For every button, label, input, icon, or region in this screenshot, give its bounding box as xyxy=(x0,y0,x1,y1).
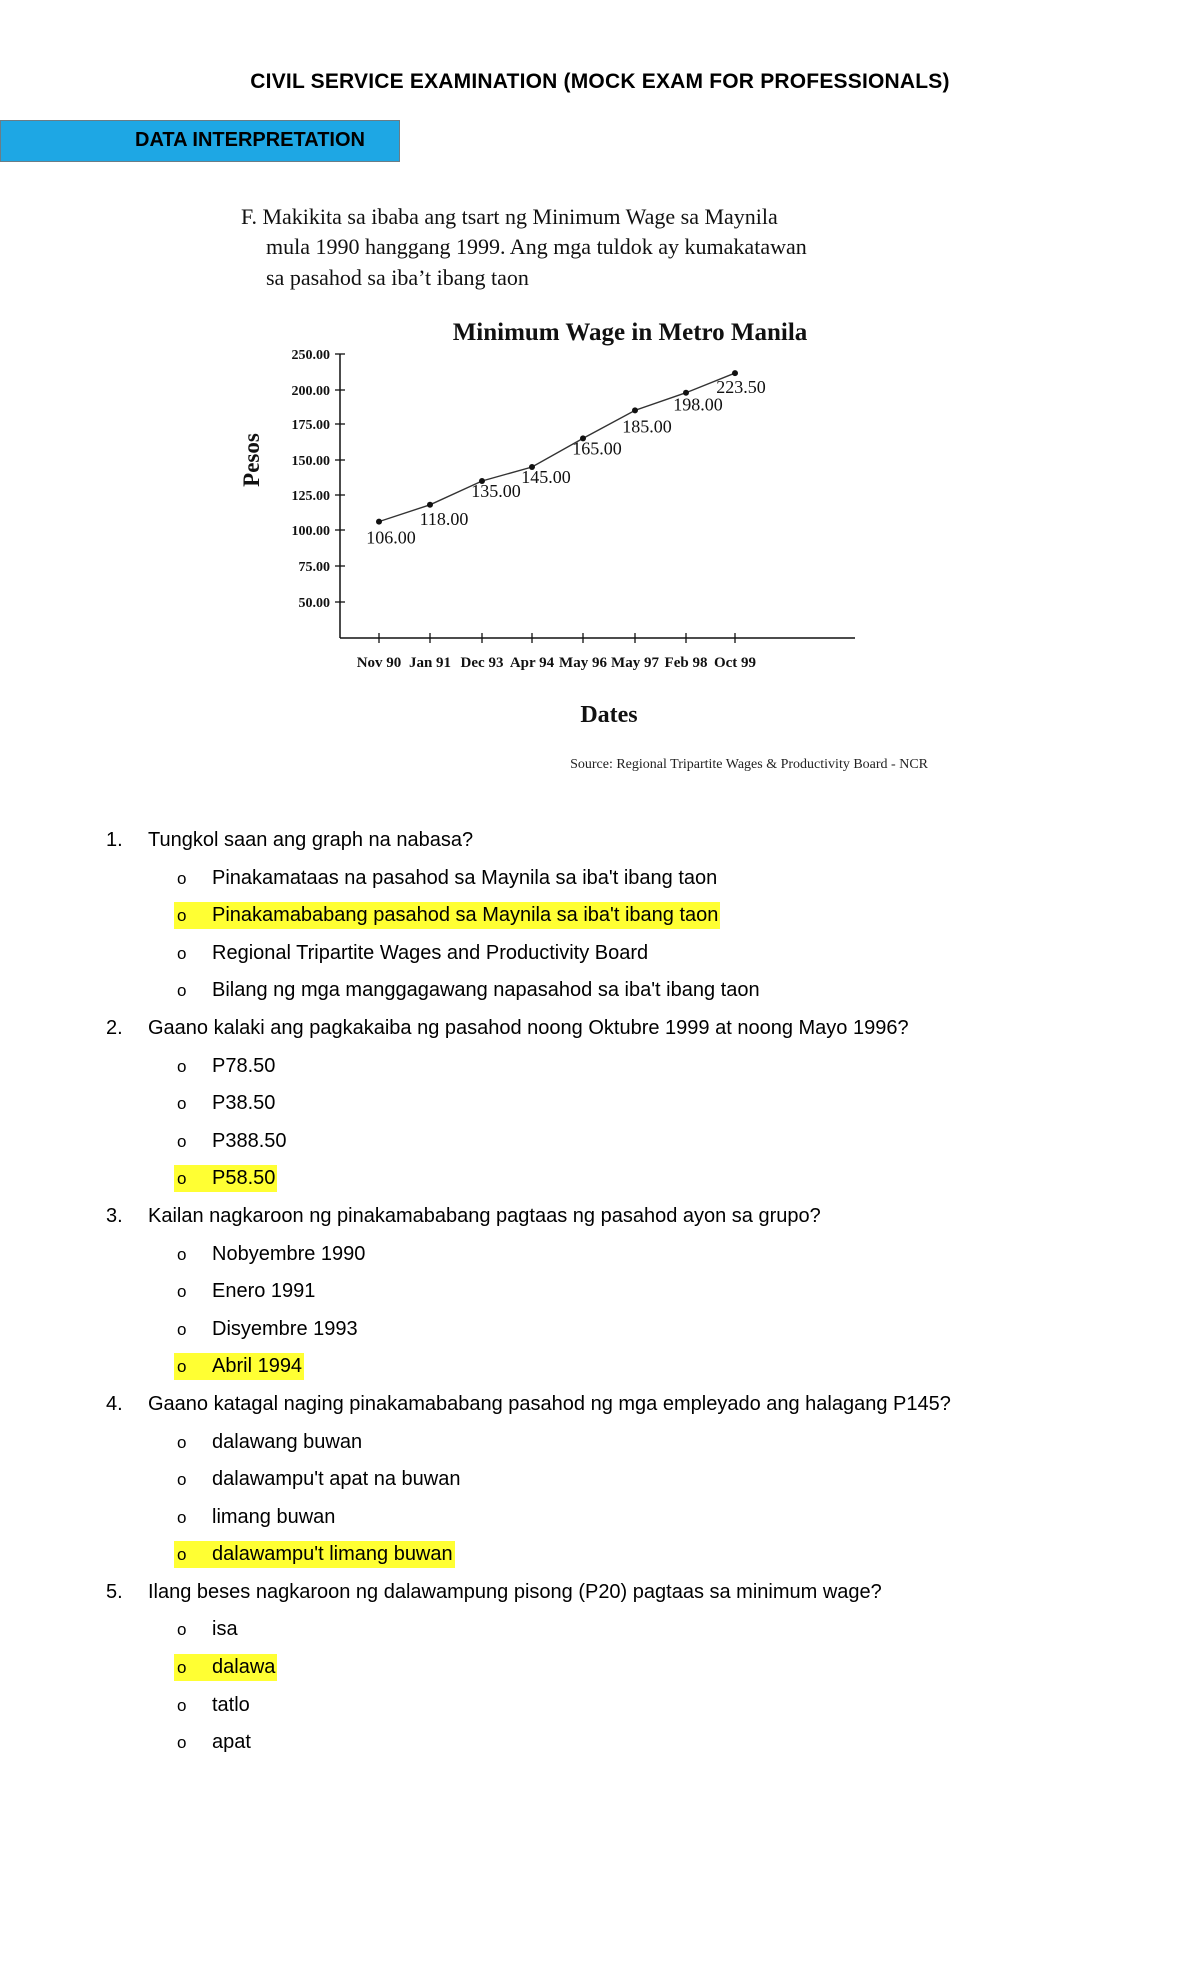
answer-choice-highlighted xyxy=(0,1649,1200,1687)
bullet-icon: o xyxy=(177,1695,187,1715)
line-chart xyxy=(225,190,965,790)
question-item xyxy=(0,1386,1200,1424)
choice-text: Nobyembre 1990 xyxy=(212,1242,366,1265)
problem-line-1: F. Makikita sa ibaba ang tsart ng Minimum Wage sa Maynila xyxy=(241,204,778,229)
answer-choice xyxy=(0,1236,1200,1274)
x-tick-label: Jan 91 xyxy=(408,655,452,671)
data-point xyxy=(376,519,382,525)
choice-text: apat xyxy=(212,1731,251,1754)
question-item xyxy=(0,1010,1200,1048)
data-label: 135.00 xyxy=(471,481,521,501)
data-label: 118.00 xyxy=(419,508,469,529)
bullet-icon: o xyxy=(177,1357,187,1377)
data-point xyxy=(732,370,738,376)
bullet-icon: o xyxy=(177,1094,187,1114)
y-tick-label: 150.00 xyxy=(291,454,330,469)
choice-text: tatlo xyxy=(212,1693,250,1716)
bullet-icon: o xyxy=(177,1733,187,1753)
data-label: 106.00 xyxy=(366,527,416,548)
answer-choice xyxy=(0,1048,1200,1086)
x-tick-label: Oct 99 xyxy=(713,655,757,671)
bullet-icon: o xyxy=(177,1319,187,1339)
question-text: Tungkol saan ang graph na nabasa? xyxy=(148,829,474,851)
bullet-icon: o xyxy=(177,1056,187,1076)
bullet-icon: o xyxy=(177,1131,187,1151)
answer-choice xyxy=(0,1724,1200,1762)
choice-text: isa xyxy=(212,1618,238,1641)
y-tick-label: 175.00 xyxy=(291,418,330,433)
answer-choice xyxy=(0,1273,1200,1311)
x-tick-label: Apr 94 xyxy=(509,655,555,671)
answer-choice-highlighted xyxy=(0,1160,1200,1198)
bullet-icon: o xyxy=(177,1470,187,1490)
x-tick-label: May 97 xyxy=(611,655,659,671)
choice-text: Regional Tripartite Wages and Productivity Board xyxy=(212,941,649,964)
answer-choice xyxy=(0,1123,1200,1161)
bullet-icon: o xyxy=(177,1507,187,1527)
x-axis-label: Dates xyxy=(580,702,638,728)
choice-text: Pinakamataas na pasahod sa Maynila sa iba't ibang taon xyxy=(212,866,718,889)
question-item xyxy=(0,822,1200,860)
bullet-icon: o xyxy=(177,1282,187,1302)
question-list xyxy=(0,822,1200,1762)
data-label: 165.00 xyxy=(572,438,622,459)
bullet-icon: o xyxy=(177,868,187,888)
bullet-icon: o xyxy=(177,1658,187,1678)
question-text: Gaano kalaki ang pagkakaiba ng pasahod noong Oktubre 1999 at noong Mayo 1996? xyxy=(148,1016,909,1039)
choice-text: Enero 1991 xyxy=(212,1280,316,1303)
data-label: 185.00 xyxy=(622,416,672,437)
answer-choice xyxy=(0,1611,1200,1649)
choice-text: P388.50 xyxy=(212,1129,287,1152)
answer-choice-highlighted xyxy=(0,1348,1200,1386)
bullet-icon: o xyxy=(177,981,187,1001)
data-label: 198.00 xyxy=(673,394,723,415)
question-number: 1. xyxy=(106,829,123,851)
answer-choice xyxy=(0,972,1200,1010)
y-axis-label: Pesos xyxy=(239,433,264,487)
x-tick-label: Nov 90 xyxy=(356,655,402,671)
section-header-label: DATA INTERPRETATION xyxy=(135,129,365,151)
answer-choice-highlighted xyxy=(0,897,1200,935)
choice-text: Abril 1994 xyxy=(212,1355,303,1378)
bullet-icon: o xyxy=(177,906,187,926)
question-number: 2. xyxy=(106,1016,123,1039)
question-item xyxy=(0,1198,1200,1236)
x-tick-label: Feb 98 xyxy=(664,655,708,671)
choice-text: Pinakamababang pasahod sa Maynila sa iba't ibang taon xyxy=(212,904,719,927)
y-tick-label: 100.00 xyxy=(291,524,330,539)
answer-choice xyxy=(0,860,1200,898)
answer-choice xyxy=(0,1461,1200,1499)
bullet-icon: o xyxy=(177,1432,187,1452)
bullet-icon: o xyxy=(177,1169,187,1189)
answer-choice xyxy=(0,935,1200,973)
x-tick-label: Dec 93 xyxy=(460,655,504,671)
choice-text: Disyembre 1993 xyxy=(212,1317,358,1340)
data-label: 223.50 xyxy=(716,377,766,398)
choice-text: dalawang buwan xyxy=(212,1430,363,1453)
page-title: CIVIL SERVICE EXAMINATION (MOCK EXAM FOR PROFESSIONALS) xyxy=(250,70,950,93)
question-text: Ilang beses nagkaroon ng dalawampung pisong (P20) pagtaas sa minimum wage? xyxy=(148,1580,882,1603)
choice-text: dalawampu't apat na buwan xyxy=(212,1468,461,1491)
bullet-icon: o xyxy=(177,943,187,963)
problem-line-2: mula 1990 hanggang 1999. Ang mga tuldok ay kumakatawan xyxy=(266,234,807,259)
choice-text: dalawampu't limang buwan xyxy=(212,1543,453,1566)
choice-text: limang buwan xyxy=(212,1505,336,1528)
question-number: 3. xyxy=(106,1204,123,1227)
y-tick-label: 75.00 xyxy=(298,560,330,575)
question-item xyxy=(0,1574,1200,1612)
answer-choice xyxy=(0,1499,1200,1537)
section-header xyxy=(0,120,400,162)
question-number: 4. xyxy=(106,1392,123,1415)
x-tick-label: May 96 xyxy=(559,655,607,671)
choice-text: dalawa xyxy=(212,1656,276,1679)
answer-choice xyxy=(0,1311,1200,1349)
choice-text: P78.50 xyxy=(212,1054,276,1077)
choice-text: P58.50 xyxy=(212,1167,276,1190)
answer-choice xyxy=(0,1687,1200,1725)
bullet-icon: o xyxy=(177,1244,187,1264)
chart-source: Source: Regional Tripartite Wages & Productivity Board - NCR xyxy=(570,757,928,772)
data-label: 145.00 xyxy=(521,467,571,487)
y-tick-label: 200.00 xyxy=(291,384,330,399)
y-tick-label: 50.00 xyxy=(298,596,330,611)
y-tick-label: 250.00 xyxy=(291,348,330,363)
choice-text: Bilang ng mga manggagawang napasahod sa iba't ibang taon xyxy=(212,979,760,1002)
data-point xyxy=(427,502,433,508)
problem-line-3: sa pasahod sa iba’t ibang taon xyxy=(266,265,529,290)
answer-choice xyxy=(0,1085,1200,1123)
bullet-icon: o xyxy=(177,1620,187,1640)
bullet-icon: o xyxy=(177,1545,187,1565)
question-text: Kailan nagkaroon ng pinakamababang pagtaas ng pasahod ayon sa grupo? xyxy=(148,1204,821,1227)
chart-title: Minimum Wage in Metro Manila xyxy=(452,319,808,346)
answer-choice xyxy=(0,1424,1200,1462)
chart-figure xyxy=(225,190,965,790)
choice-text: P38.50 xyxy=(212,1092,276,1115)
question-number: 5. xyxy=(106,1580,123,1603)
y-tick-label: 125.00 xyxy=(291,489,330,504)
data-point xyxy=(632,407,638,413)
question-text: Gaano katagal naging pinakamababang pasahod ng mga empleyado ang halagang P145? xyxy=(148,1392,951,1415)
answer-choice-highlighted xyxy=(0,1536,1200,1574)
